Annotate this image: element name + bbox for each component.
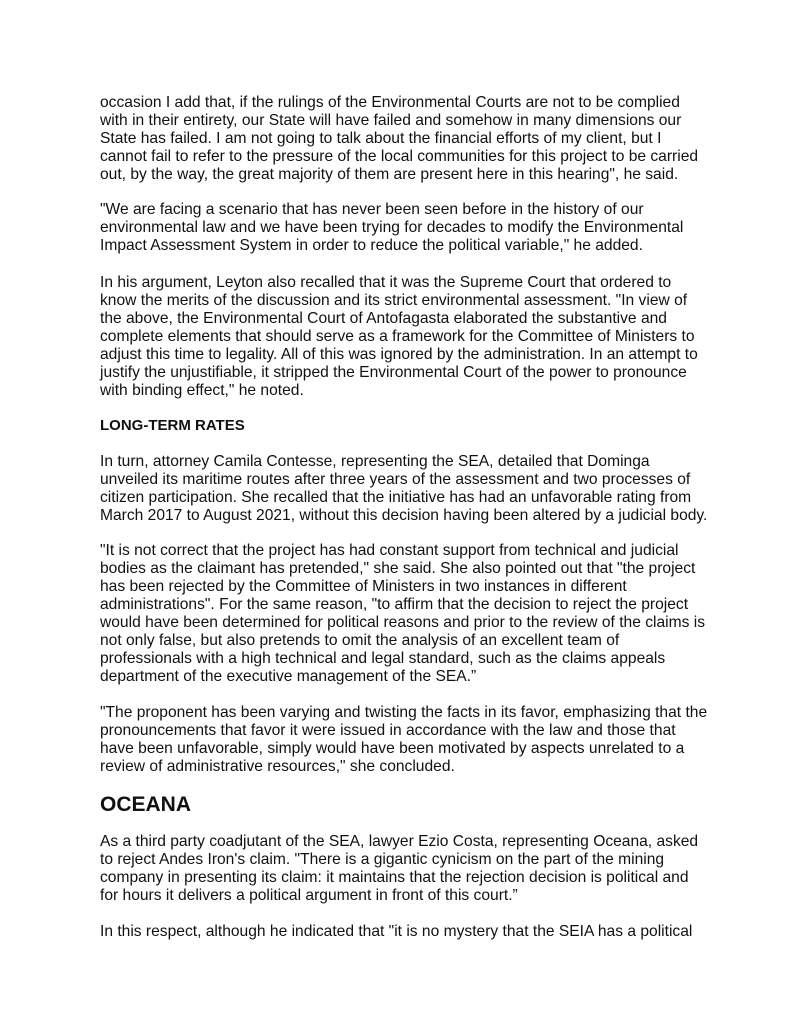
text-line: not only false, but also pretends to omit the analysis of an excellent team of [100, 632, 620, 649]
paragraph-7 [100, 833, 698, 905]
text-line: the above, the Environmental Court of Antofagasta elaborated the substantive and [100, 310, 667, 327]
text-line: for hours it delivers a political argument in front of this court.” [100, 887, 518, 904]
text-line: "It is not correct that the project has had constant support from technical and judicial [100, 542, 679, 559]
paragraph-3 [100, 274, 698, 400]
text-line: professionals with a high technical and legal standard, such as the claims appeals [100, 650, 666, 667]
text-line: cannot fail to refer to the pressure of the local communities for this project to be carried [100, 148, 699, 165]
text-line: with in their entirety, our State will have failed and somehow in many dimensions our [100, 112, 682, 129]
text-line: know the merits of the discussion and its strict environmental assessment. "In view of [100, 292, 688, 309]
text-line: adjust this time to legality. All of this was ignored by the administration. In an attempt to [100, 346, 698, 363]
text-line: pronouncements that favor it were issued in accordance with the law and those that [100, 722, 676, 739]
text-line: "We are facing a scenario that has never been seen before in the history of our [100, 201, 644, 218]
text-line: As a third party coadjutant of the SEA, lawyer Ezio Costa, representing Oceana, asked [100, 833, 699, 850]
paragraph-5 [100, 542, 705, 686]
text-line: administrations". For the same reason, "to affirm that the decision to reject the project [100, 596, 689, 613]
text-line: to reject Andes Iron's claim. "There is a gigantic cynicism on the part of the mining [100, 851, 665, 868]
text-line: review of administrative resources," she concluded. [100, 758, 455, 775]
text-line: out, by the way, the great majority of them are present here in this hearing", he said. [100, 166, 679, 183]
text-line: "The proponent has been varying and twisting the facts in its favor, emphasizing that the [100, 704, 708, 721]
text-line: State has failed. I am not going to talk about the financial efforts of my client, but I [100, 130, 662, 147]
paragraph-6 [100, 704, 707, 776]
text-line: with binding effect," he noted. [100, 382, 304, 399]
text-line: Impact Assessment System in order to reduce the political variable," he added. [100, 237, 643, 254]
text-line: have been unfavorable, simply would have been motivated by aspects unrelated to a [100, 740, 685, 757]
text-line: has been rejected by the Committee of Ministers in two instances in different [100, 578, 627, 595]
section-heading-long-term-rates: LONG-TERM RATES [100, 417, 245, 434]
text-line: In this respect, although he indicated that "it is no mystery that the SEIA has a political [100, 923, 693, 940]
section-heading-oceana: OCEANA [100, 793, 192, 816]
paragraph-8 [100, 923, 692, 941]
paragraph-1 [100, 94, 698, 184]
text-line: complete elements that should serve as a framework for the Committee of Ministers to [100, 328, 695, 345]
text-line: bodies as the claimant has pretended," she said. She also pointed out that "the project [100, 560, 696, 577]
text-line: In turn, attorney Camila Contesse, representing the SEA, detailed that Dominga [100, 453, 650, 470]
text-line: March 2017 to August 2021, without this decision having been altered by a judicial body. [100, 507, 708, 524]
text-line: citizen participation. She recalled that the initiative has had an unfavorable rating from [100, 489, 692, 506]
text-line: unveiled its maritime routes after three years of the assessment and two processes of [100, 471, 691, 488]
text-line: would have been determined for political reasons and prior to the review of the claims is [100, 614, 706, 631]
text-line: environmental law and we have been trying for decades to modify the Environmental [100, 219, 684, 236]
text-line: occasion I add that, if the rulings of the Environmental Courts are not to be complied [100, 94, 680, 111]
paragraph-4 [100, 453, 707, 525]
text-line: justify the unjustifiable, it stripped the Environmental Court of the power to pronounce [100, 364, 687, 381]
text-line: department of the executive management of the SEA.” [100, 668, 477, 685]
text-line: company in presenting its claim: it maintains that the rejection decision is political and [100, 869, 689, 886]
paragraph-2 [100, 201, 683, 255]
text-line: In his argument, Leyton also recalled that it was the Supreme Court that ordered to [100, 274, 672, 291]
